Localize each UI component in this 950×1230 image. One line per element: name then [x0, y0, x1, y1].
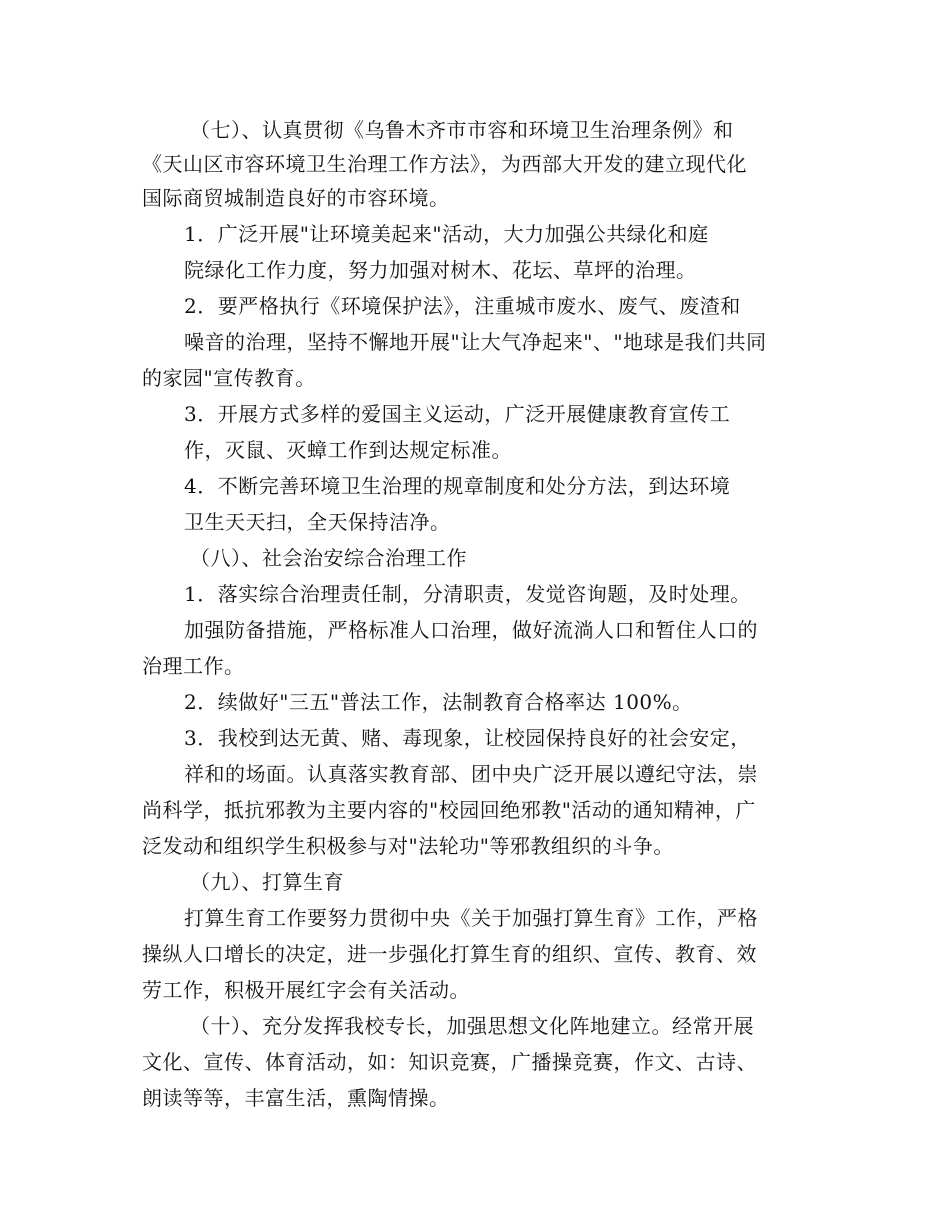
paragraph-line: 国际商贸城制造良好的市容环境。 — [142, 186, 450, 210]
paragraph-line: 劳工作，积极开展红字会有关活动。 — [142, 978, 470, 1002]
item-3-line: 3．我校到达无黄、赌、毒现象，让校园保持良好的社会安定， — [184, 726, 751, 750]
item-2-line: 2．要严格执行《环境保护法》，注重城市废水、废气、废渣和 — [184, 294, 741, 318]
paragraph-line: 治理工作。 — [142, 654, 245, 678]
paragraph-line: 泛发动和组织学生积极参与对"法轮功"等邪教组织的斗争。 — [142, 834, 674, 858]
paragraph-line: 噪音的治理，坚持不懈地开展"让大气净起来"、"地球是我们共同 — [184, 330, 767, 354]
section-9-heading-line: （九）、打算生育 — [190, 870, 344, 894]
paragraph-line: 的家园"宣传教育。 — [142, 366, 316, 390]
paragraph-line: 尚科学，抵抗邪教为主要内容的"校园回绝邪教"活动的通知精神，广 — [142, 798, 756, 822]
paragraph-line: 《天山区市容环境卫生治理工作方法》，为西部大开发的建立现代化 — [142, 152, 747, 176]
paragraph-line: 院绿化工作力度，努力加强对树木、花坛、草坪的治理。 — [184, 258, 697, 282]
item-1-line: 1．落实综合治理责任制，分清职责，发觉咨询题，及时处理。 — [184, 582, 751, 606]
paragraph-line: 加强防备措施，严格标准人口治理，做好流淌人口和暂住人口的 — [184, 618, 758, 642]
section-7-heading-line: （七）、认真贯彻《乌鲁木齐市市容和环境卫生治理条例》和 — [190, 118, 734, 142]
item-1-line: 1．广泛开展"让环境美起来"活动，大力加强公共绿化和庭 — [184, 222, 709, 246]
paragraph-line: 祥和的场面。认真落实教育部、团中央广泛开展以遵纪守法，崇 — [184, 762, 758, 786]
paragraph-line: 朗读等等，丰富生活，熏陶情操。 — [142, 1086, 450, 1110]
item-3-line: 3．开展方式多样的爱国主义运动，广泛开展健康教育宣传工 — [184, 402, 731, 426]
item-2-line: 2．续做好"三五"普法工作，法制教育合格率达 100%。 — [184, 690, 693, 714]
section-10-heading-line: （十）、充分发挥我校专长，加强思想文化阵地建立。经常开展 — [190, 1014, 754, 1038]
paragraph-line: 打算生育工作要努力贯彻中央《关于加强打算生育》工作，严格 — [184, 906, 758, 930]
paragraph-line: 操纵人口增长的决定，进一步强化打算生育的组织、宣传、教育、效 — [142, 942, 757, 966]
paragraph-line: 卫生天天扫，全天保持洁净。 — [184, 510, 451, 534]
section-8-heading-line: （八）、社会治安综合治理工作 — [190, 546, 467, 570]
paragraph-line: 作，灭鼠、灭蟑工作到达规定标准。 — [184, 438, 512, 462]
item-4-line: 4．不断完善环境卫生治理的规章制度和处分方法，到达环境 — [184, 474, 731, 498]
paragraph-line: 文化、宣传、体育活动，如：知识竞赛，广播操竞赛，作文、古诗、 — [142, 1050, 757, 1074]
